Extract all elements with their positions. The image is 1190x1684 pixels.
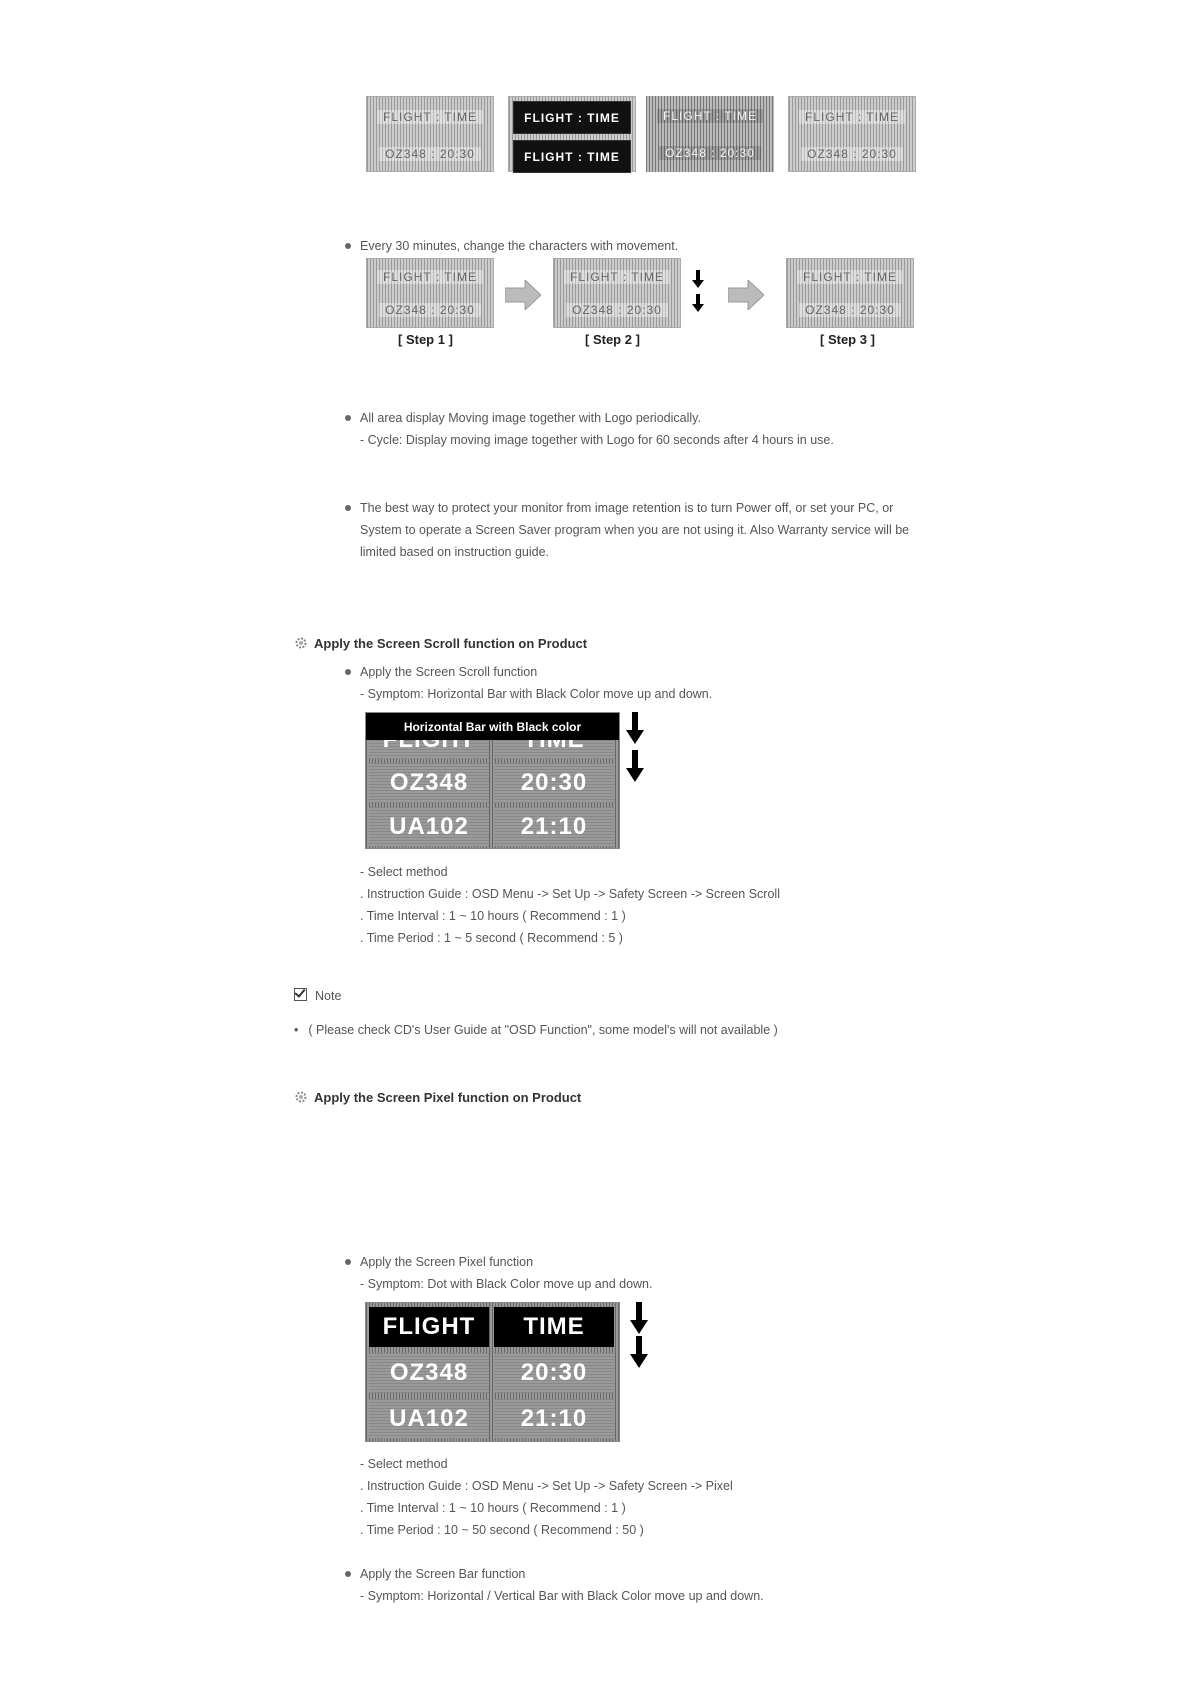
- tile-row: FLIGHT : TIME: [657, 109, 763, 123]
- scroll-symptom: - Symptom: Horizontal Bar with Black Color move up and down.: [360, 687, 713, 701]
- top-tile-2: [508, 96, 636, 172]
- step2-label: [ Step 2 ]: [585, 332, 640, 347]
- bullet-bar-function: Apply the Screen Bar function: [360, 1564, 525, 1584]
- down-arrow-icon: [626, 750, 644, 782]
- top-tile-4: [788, 96, 916, 172]
- screen-cell: UA102: [369, 1399, 489, 1439]
- step3-label: [ Step 3 ]: [820, 332, 875, 347]
- down-arrows-icon: [692, 270, 704, 314]
- pixel-time-period: . Time Period : 10 ~ 50 second ( Recommend : 50 ): [360, 1523, 644, 1537]
- top-tile-3: [646, 96, 774, 172]
- screen-cell: 21:10: [494, 807, 614, 847]
- tile-row: FLIGHT : TIME: [377, 110, 483, 124]
- section-scroll-heading: [294, 636, 587, 651]
- best-way-line3: limited based on instruction guide.: [360, 545, 550, 559]
- tile-row: OZ348 : 20:30: [379, 147, 481, 161]
- tile-row: OZ348 : 20:30: [566, 303, 668, 317]
- screen-cell: UA102: [369, 807, 489, 847]
- screen-cell: FLIGHT: [369, 1307, 489, 1347]
- scroll-time-interval: . Time Interval : 1 ~ 10 hours ( Recommend : 1 ): [360, 909, 626, 923]
- pixel-screen: [365, 1302, 620, 1442]
- tile-row: OZ348 : 20:30: [659, 146, 761, 160]
- tile-row: FLIGHT : TIME: [564, 270, 670, 284]
- cycle-description: - Cycle: Display moving image together with Logo for 60 seconds after 4 hours in use.: [360, 433, 834, 447]
- step1-tile: [366, 258, 494, 328]
- scroll-select-method: - Select method: [360, 865, 448, 879]
- screen-cell: 20:30: [494, 1353, 614, 1393]
- right-arrow-icon: [728, 280, 764, 310]
- tile-row: FLIGHT : TIME: [524, 110, 620, 125]
- best-way-line2: System to operate a Screen Saver program when you are not using it. Also Warranty service will be: [360, 523, 910, 537]
- gear-icon: [294, 1090, 308, 1104]
- tile-row: OZ348 : 20:30: [379, 303, 481, 317]
- tile-row: OZ348 : 20:30: [801, 147, 903, 161]
- tile-row: FLIGHT : TIME: [799, 110, 905, 124]
- bullet-logo-display: All area display Moving image together with Logo periodically.: [360, 408, 701, 428]
- screen-cell: 21:10: [494, 1399, 614, 1439]
- horizontal-black-bar: Horizontal Bar with Black color: [366, 713, 619, 740]
- down-arrow-icon: [626, 712, 644, 744]
- pixel-select-method: - Select method: [360, 1457, 448, 1471]
- gear-icon: [294, 636, 308, 650]
- bullet-pixel-function: Apply the Screen Pixel function: [360, 1252, 533, 1272]
- top-tile-1: [366, 96, 494, 172]
- section-pixel-heading: [294, 1090, 581, 1105]
- tile-row: OZ348 : 20:30: [799, 303, 901, 317]
- screen-cell: TIME: [494, 1307, 614, 1347]
- bullet-scroll-function: Apply the Screen Scroll function: [360, 662, 537, 682]
- scroll-time-period: . Time Period : 1 ~ 5 second ( Recommend : 5 ): [360, 931, 623, 945]
- scroll-instruction-guide: . Instruction Guide : OSD Menu -> Set Up -> Safety Screen -> Screen Scroll: [360, 887, 780, 901]
- tile-row: FLIGHT : TIME: [377, 270, 483, 284]
- tile-row: FLIGHT : TIME: [797, 270, 903, 284]
- step2-tile: [553, 258, 681, 328]
- screen-cell: OZ348: [369, 763, 489, 803]
- note-text: ( Please check CD's User Guide at "OSD Function", some model's will not available ): [308, 1023, 778, 1037]
- checkbox-icon: [294, 988, 307, 1001]
- down-arrow-icon: [630, 1302, 648, 1334]
- down-arrow-icon: [630, 1336, 648, 1368]
- section-scroll-title: Apply the Screen Scroll function on Product: [314, 636, 588, 651]
- bullet-best-way: The best way to protect your monitor from image retention is to turn Power off, or set your PC, or: [360, 498, 893, 518]
- scroll-screen: [365, 712, 620, 849]
- pixel-time-interval: . Time Interval : 1 ~ 10 hours ( Recommend : 1 ): [360, 1501, 626, 1515]
- right-arrow-icon: [505, 280, 541, 310]
- bar-symptom: - Symptom: Horizontal / Vertical Bar with Black Color move up and down.: [360, 1589, 764, 1603]
- step1-label: [ Step 1 ]: [398, 332, 453, 347]
- pixel-symptom: - Symptom: Dot with Black Color move up and down.: [360, 1277, 653, 1291]
- note-row: • ( Please check CD's User Guide at "OSD Function", some model's will not available ): [294, 1023, 778, 1037]
- note-label: Note: [315, 989, 342, 1003]
- step3-tile: [786, 258, 914, 328]
- screen-cell: OZ348: [369, 1353, 489, 1393]
- section-pixel-title: Apply the Screen Pixel function on Product: [314, 1090, 582, 1105]
- bullet-characters-movement: Every 30 minutes, change the characters with movement.: [360, 236, 678, 256]
- tile-row: FLIGHT : TIME: [524, 149, 620, 164]
- screen-cell: 20:30: [494, 763, 614, 803]
- pixel-instruction-guide: . Instruction Guide : OSD Menu -> Set Up -> Safety Screen -> Pixel: [360, 1479, 733, 1493]
- note-label-row: [294, 986, 341, 1006]
